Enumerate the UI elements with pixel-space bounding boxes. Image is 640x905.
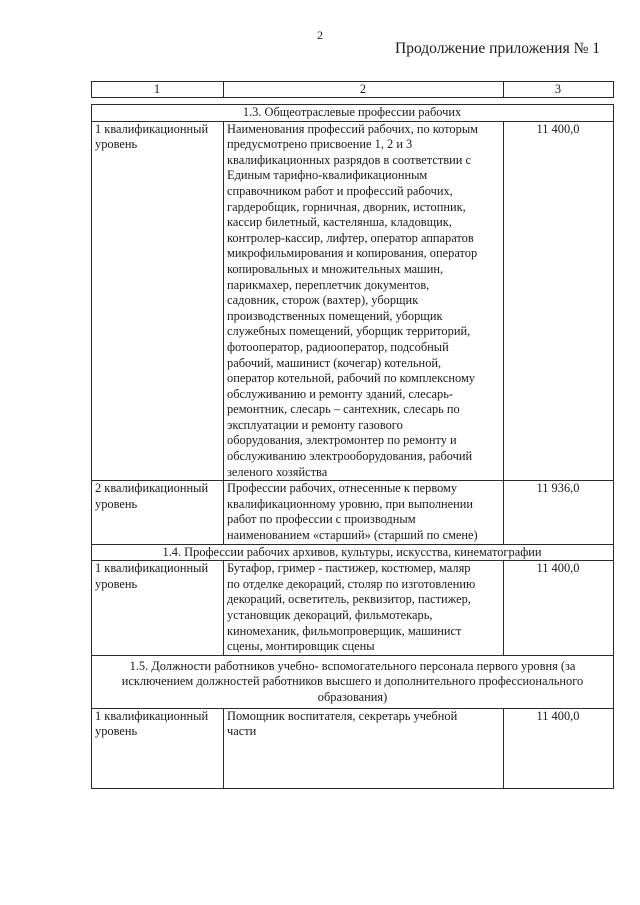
table-row (92, 561, 614, 656)
section-title: 1.5. Должности работников учебно- вспомогательного персонала первого уровня (за исключением должностей работников высшего и дополнительного профессионального образования) (92, 655, 614, 708)
table-row (92, 481, 614, 544)
salary-value: 11 936,0 (504, 481, 614, 544)
column-number-row (92, 82, 614, 98)
section-header-1-5 (92, 655, 614, 708)
qualification-level: 1 квалификационный уровень (92, 121, 224, 481)
profession-list: Профессии рабочих, отнесенные к первому квалификационному уровню, при выполнении работ по профессии с производным наименованием «старший» (старший по смене) (224, 481, 504, 544)
profession-list: Наименования профессий рабочих, по которым предусмотрено присвоение 1, 2 и 3 квалификационных разрядов в соответствии с Единым тарифно-квалификационным справочником работ и профессий рабочих, гардеробщик, горничная, дворник, истопник, кассир билетный, кастелянша, кладовщик, контролер-кассир, лифтер, оператор аппаратов микрофильмирования и копирования, оператор копировальных и множительных машин, парикмахер, переплетчик документов, садовник, сторож (вахтер), уборщик производственных помещений, уборщик служебных помещений, уборщик территорий, фотооператор, радиооператор, подсобный рабочий, машинист (кочегар) котельной, оператор котельной, рабочий по комплексному обслуживанию и ремонту зданий, слесарь-ремонтник, слесарь – сантехник, слесарь по эксплуатации и ремонту газового оборудования, электромонтер по ремонту и обслуживанию электрооборудования, рабочий зеленого хозяйства (224, 121, 504, 481)
salary-value: 11 400,0 (504, 708, 614, 788)
section-title: 1.3. Общеотраслевые профессии рабочих (92, 105, 614, 122)
section-title: 1.4. Профессии рабочих архивов, культуры, искусства, кинематографии (92, 544, 614, 561)
column-number-3: 3 (504, 82, 614, 98)
page-number: 2 (317, 28, 323, 42)
table-row (92, 708, 614, 788)
salary-value: 11 400,0 (504, 561, 614, 656)
profession-list: Бутафор, гример - пастижер, костюмер, маляр по отделке декораций, столяр по изготовлению декораций, осветитель, реквизитор, пастижер, установщик декораций, фильмотекарь, киномеханик, фильмопроверщик, машинист сцены, монтировщик сцены (224, 561, 504, 656)
profession-list: Помощник воспитателя, секретарь учебной части (224, 708, 504, 788)
salary-value: 11 400,0 (504, 121, 614, 481)
appendix-title: Продолжение приложения № 1 (395, 40, 600, 57)
salary-table (91, 81, 614, 789)
table-row (92, 121, 614, 481)
qualification-level: 1 квалификационный уровень (92, 708, 224, 788)
qualification-level: 1 квалификационный уровень (92, 561, 224, 656)
column-number-2: 2 (224, 82, 504, 98)
table-gap (92, 98, 614, 105)
section-header-1-4 (92, 544, 614, 561)
qualification-level: 2 квалификационный уровень (92, 481, 224, 544)
column-number-1: 1 (92, 82, 224, 98)
section-header-1-3 (92, 105, 614, 122)
